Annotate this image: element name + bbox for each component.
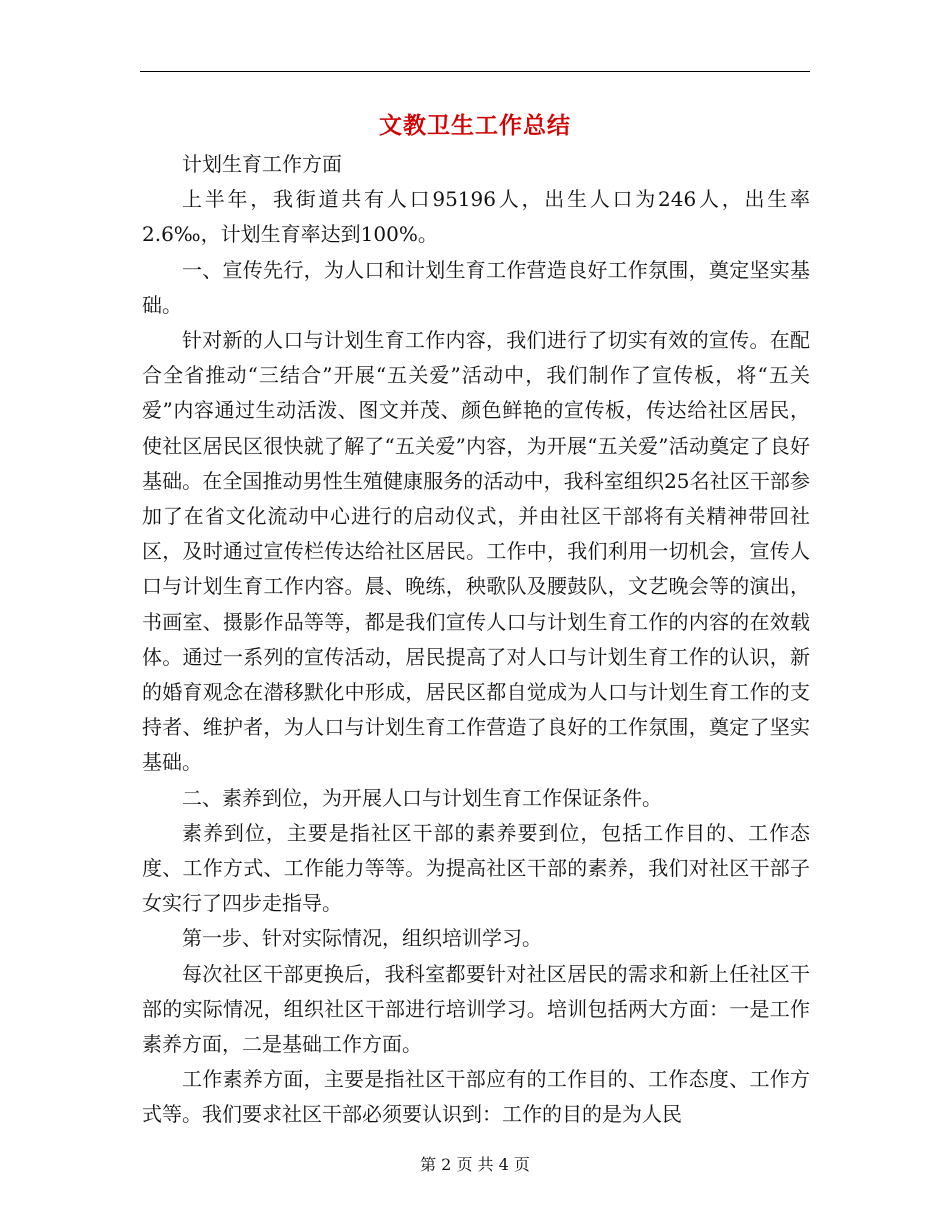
paragraph-step-one: 第一步、针对实际情况，组织培训学习。 (182, 926, 542, 951)
paragraph-population-stats: 上半年，我街道共有人口95196人，出生人口为246人，出生率2.6‰，计划生育率达到100%。 (142, 187, 810, 247)
document-title: 文教卫生工作总结 (379, 112, 571, 139)
page-footer: 第 2 页 共 4 页 (420, 1155, 530, 1174)
paragraph-quality: 素养到位，主要是指社区干部的素养要到位，包括工作目的、工作态度、工作方式、工作能力等等。为提高社区干部的素养，我们对社区干部子女实行了四步走指导。 (142, 820, 810, 916)
paragraph-publicity: 针对新的人口与计划生育工作内容，我们进行了切实有效的宣传。在配合全省推动“三结合”开展“五关爱”活动中，我们制作了宣传板，将“五关爱”内容通过生动活泼、图文并茂、颜色鲜艳的宣传板，传达给社区居民，使社区居民区很快就了解了“五关爱”内容，为开展“五关爱”活动奠定了良好基础。在全国推动男性生殖健康服务的活动中，我科室组织25名社区干部参加了在省文化流动中心进行的启动仪式，并由社区干部将有关精神带回社区，及时通过宣传栏传达给社区居民。工作中，我们利用一切机会，宣传人口与计划生育工作内容。晨、晚练，秧歌队及腰鼓队，文艺晚会等的演出，书画室、摄影作品等等，都是我们宣传人口与计划生育工作的内容的在效载体。通过一系列的宣传活动，居民提高了对人口与计划生育工作的认识，新的婚育观念在潜移默化中形成，居民区都自觉成为人口与计划生育工作的支持者、维护者，为人口与计划生育工作营造了良好的工作氛围，奠定了坚实基础。 (142, 328, 810, 775)
paragraph-section-heading: 计划生育工作方面 (182, 152, 342, 176)
document-body (142, 147, 810, 1133)
paragraph-work-quality: 工作素养方面，主要是指社区干部应有的工作目的、工作态度、工作方式等。我们要求社区干部必须要认识到：工作的目的是为人民 (142, 1067, 810, 1127)
paragraph-heading-two: 二、素养到位，为开展人口与计划生育工作保证条件。 (182, 785, 662, 810)
paragraph-training: 每次社区干部更换后，我科室都要针对社区居民的需求和新上任社区干部的实际情况，组织社区干部进行培训学习。培训包括两大方面：一是工作素养方面，二是基础工作方面。 (142, 961, 810, 1057)
paragraph-heading-one: 一、宣传先行，为人口和计划生育工作营造良好工作氛围，奠定坚实基础。 (142, 257, 810, 317)
header-rule (140, 71, 810, 72)
